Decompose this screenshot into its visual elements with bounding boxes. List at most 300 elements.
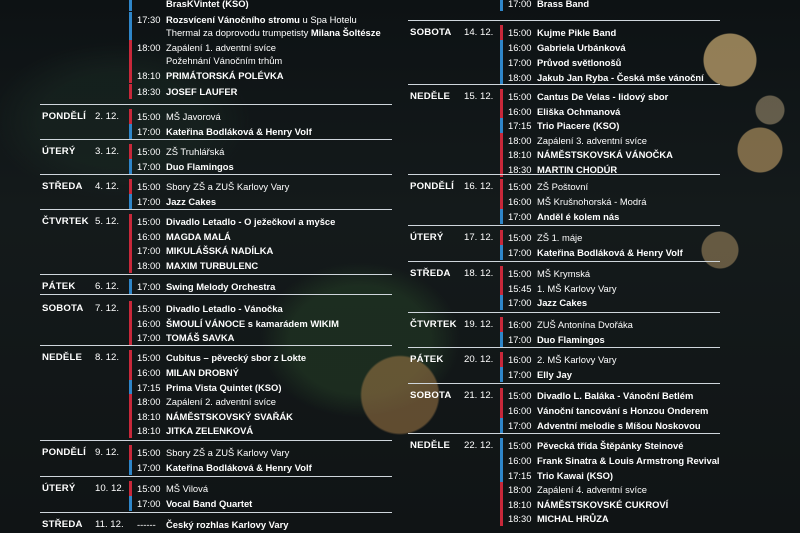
event-title-main: ŠMOULÍ VÁNOCE s kamarádem WIKIM [166, 318, 339, 329]
event-title [537, 420, 701, 431]
category-bar [129, 445, 132, 460]
category-bar [500, 332, 503, 347]
category-bar [500, 70, 503, 85]
event-time: 18:10 [508, 499, 532, 510]
event-time: 16:00 [508, 42, 532, 53]
event-title-main: Elly Jay [537, 369, 572, 380]
event-title [166, 519, 288, 530]
event-title [537, 57, 621, 68]
category-bar [500, 55, 503, 70]
event-time: 16:00 [137, 318, 161, 329]
event-time: 15:00 [137, 483, 161, 494]
day-name: STŘEDA [410, 268, 451, 279]
event-time: 15:00 [137, 181, 161, 192]
event-title [166, 42, 276, 53]
event-title [537, 390, 693, 401]
category-bar [129, 365, 132, 380]
event-time: 16:00 [508, 106, 532, 117]
event-time: 17:00 [137, 126, 161, 137]
event-time: 15:00 [508, 27, 532, 38]
day-block [408, 347, 720, 383]
event-title-main: Kateřina Bodláková & Henry Volf [166, 462, 312, 473]
day-date: 3. 12. [95, 146, 120, 157]
category-bar [500, 418, 503, 433]
day-block [408, 225, 720, 261]
event-title-main: MŠ Krymská [537, 268, 591, 279]
event-title [166, 411, 293, 422]
event-title-main: Sbory ZŠ a ZUŠ Karlovy Vary [166, 181, 290, 192]
category-bar [129, 144, 132, 159]
event-title [537, 369, 572, 380]
event-title [166, 352, 306, 363]
event-list [500, 21, 720, 86]
event-time: 17:15 [508, 120, 532, 131]
day-block [408, 433, 720, 527]
event-title [166, 318, 339, 329]
event-time: 18:10 [508, 149, 532, 160]
day-date: 17. 12. [464, 232, 494, 243]
event-title-main: Kateřina Bodláková & Henry Volf [166, 126, 312, 137]
category-bar [500, 147, 503, 162]
day-date: 6. 12. [95, 281, 120, 292]
category-bar [129, 229, 132, 244]
category-bar [500, 40, 503, 55]
category-bar [129, 243, 132, 258]
event-list [129, 105, 392, 140]
category-bar [500, 295, 503, 310]
day-date: 14. 12. [464, 27, 494, 38]
category-bar [500, 438, 503, 453]
event-list [500, 0, 720, 12]
event-title-main: ZŠ 1. máje [537, 232, 583, 243]
day-date: 20. 12. [464, 354, 494, 365]
event-title-main: Kujme Pikle Band [537, 27, 617, 38]
day-date: 8. 12. [95, 352, 120, 363]
event-time: 17:00 [137, 196, 161, 207]
event-time: 18:30 [508, 164, 532, 175]
event-title-main: Cantus De Velas - lidový sbor [537, 91, 669, 102]
day-block [40, 294, 392, 346]
day-name: ÚTERÝ [410, 232, 444, 243]
event-title-main: Swing Melody Orchestra [166, 281, 276, 292]
category-bar [500, 245, 503, 260]
event-title-main: NÁMĚSTSKOVSKÝ SVAŘÁK [166, 411, 293, 422]
event-title [166, 483, 208, 494]
event-title-main: Kateřina Bodláková & Henry Volf [537, 247, 683, 258]
event-title-main: Zapálení 3. adventní svíce [537, 135, 647, 146]
day-block [40, 345, 392, 439]
event-time: 17:00 [508, 369, 532, 380]
event-time: 15:00 [137, 303, 161, 314]
event-list [129, 477, 392, 512]
category-bar [500, 388, 503, 403]
event-time: 17:00 [508, 247, 532, 258]
event-title-main: 2. MŠ Karlovy Vary [537, 354, 617, 365]
category-bar [129, 279, 132, 294]
event-title [537, 135, 647, 146]
event-title-main: 1. MŠ Karlovy Vary [537, 283, 617, 294]
event-time: 15:00 [137, 146, 161, 157]
day-block [408, 383, 720, 434]
event-list [500, 262, 720, 311]
day-name: PONDĚLÍ [410, 181, 455, 192]
day-date: 18. 12. [464, 268, 494, 279]
event-time: 16:00 [508, 405, 532, 416]
event-title-main: MAXIM TURBULENC [166, 260, 259, 271]
day-name: SOBOTA [42, 303, 84, 314]
category-bar [129, 53, 132, 68]
event-title [537, 232, 582, 243]
event-title [537, 106, 620, 117]
category-bar [500, 266, 503, 281]
event-title-main: Duo Flamingos [537, 334, 605, 345]
event-title-main: Rozsvícení Vánočního stromu [166, 14, 300, 25]
event-title [166, 447, 289, 458]
event-title-main: ZŠ Truhlářská [166, 146, 225, 157]
event-title [537, 0, 589, 9]
event-title [537, 283, 617, 294]
event-title [166, 260, 258, 271]
category-bar [129, 316, 132, 331]
event-title-main: Požehnání Vánočním trhům [166, 55, 283, 66]
event-list [129, 210, 392, 274]
event-title-main: Český rozhlas Karlovy Vary [166, 519, 289, 530]
event-time: 17:30 [137, 14, 161, 25]
category-bar [500, 0, 503, 11]
event-title [537, 440, 683, 451]
category-bar [129, 194, 132, 209]
day-block [40, 0, 392, 100]
event-time: 18:30 [508, 513, 532, 524]
day-name: NEDĚLE [42, 352, 83, 363]
event-time: 15:00 [508, 91, 532, 102]
category-bar [500, 497, 503, 512]
event-title-main: ZŠ Poštovní [537, 181, 589, 192]
category-bar [129, 460, 132, 475]
event-time: 18:10 [137, 425, 161, 436]
day-name: NEDĚLE [410, 91, 451, 102]
day-name: ÚTERÝ [42, 146, 76, 157]
event-title [537, 297, 587, 308]
day-name: PONDĚLÍ [42, 111, 87, 122]
event-title [537, 42, 626, 53]
event-time: 17:15 [508, 470, 532, 481]
event-time: 17:00 [508, 420, 532, 431]
event-time: 15:00 [137, 352, 161, 363]
event-title [166, 216, 335, 227]
event-list [129, 346, 392, 439]
event-title-main: JOSEF LAUFER [166, 86, 238, 97]
event-list [500, 384, 720, 434]
event-time: 16:00 [508, 319, 532, 330]
event-title [537, 211, 619, 222]
category-bar [129, 124, 132, 139]
category-bar [129, 258, 132, 273]
event-title [166, 146, 224, 157]
event-list [129, 513, 392, 533]
event-title-main: JITKA ZELENKOVÁ [166, 425, 254, 436]
category-bar [500, 453, 503, 468]
event-title [537, 181, 588, 192]
event-title [537, 405, 708, 416]
category-bar [129, 0, 132, 11]
event-title [166, 498, 252, 509]
day-block [40, 476, 392, 512]
event-title [537, 120, 619, 131]
category-bar [129, 330, 132, 345]
event-title-main: MILAN DROBNÝ [166, 367, 239, 378]
day-date: 4. 12. [95, 181, 120, 192]
event-title [166, 425, 253, 436]
day-date: 21. 12. [464, 390, 494, 401]
event-title-main: Frank Sinatra & Louis Armstrong Revival [537, 455, 720, 466]
event-title [537, 354, 617, 365]
event-title [537, 513, 609, 524]
day-block [40, 440, 392, 476]
day-date: 10. 12. [95, 483, 125, 494]
event-title [166, 382, 281, 393]
event-time: 15:00 [508, 440, 532, 451]
event-title [166, 0, 249, 9]
event-time: 17:00 [508, 0, 532, 9]
event-title-main: Jakub Jan Ryba - Česká mše vánoční [537, 72, 704, 83]
day-block [408, 20, 720, 86]
event-title-main: Vocal Band Quartet [166, 498, 253, 509]
event-time: 17:00 [508, 334, 532, 345]
event-title-main: Jazz Cakes [537, 297, 588, 308]
day-date: 9. 12. [95, 447, 120, 458]
event-title-main: MARTIN CHODÚR [537, 164, 618, 175]
category-bar [500, 230, 503, 245]
event-title [166, 332, 234, 343]
category-bar [500, 511, 503, 526]
event-title-main: Sbory ZŠ a ZUŠ Karlovy Vary [166, 447, 290, 458]
event-time: 15:00 [508, 390, 532, 401]
event-time: 18:00 [137, 396, 161, 407]
category-bar [129, 481, 132, 496]
event-time: 15:00 [137, 447, 161, 458]
category-bar [500, 367, 503, 382]
event-title [166, 126, 312, 137]
event-title [537, 499, 668, 510]
event-title-main: BrasKVintet (KSO) [166, 0, 249, 9]
category-bar [500, 133, 503, 148]
event-time: 17:00 [508, 57, 532, 68]
category-bar [129, 25, 132, 40]
event-title [166, 86, 237, 97]
event-title [166, 231, 231, 242]
event-title-main: Adventní melodie s Míšou Noskovou [537, 420, 701, 431]
event-time: 16:00 [508, 196, 532, 207]
event-title [537, 268, 590, 279]
day-name: PONDĚLÍ [42, 447, 87, 458]
event-title [166, 14, 357, 25]
event-title-main: Zapálení 1. adventní svíce [166, 42, 276, 53]
day-block [408, 0, 720, 12]
event-title-main: Průvod světlonošů [537, 57, 622, 68]
event-list [500, 226, 720, 261]
category-bar [500, 281, 503, 296]
day-name: SOBOTA [410, 27, 452, 38]
day-date: 19. 12. [464, 319, 494, 330]
event-time: 17:00 [137, 498, 161, 509]
event-title [537, 319, 633, 330]
day-block [40, 174, 392, 210]
event-time: 17:15 [137, 382, 161, 393]
event-title [166, 303, 283, 314]
category-bar [129, 214, 132, 229]
category-bar [129, 109, 132, 124]
day-block [40, 139, 392, 175]
day-block [408, 174, 720, 225]
event-time: 18:00 [137, 42, 161, 53]
event-title-main: TOMÁŠ SAVKA [166, 332, 235, 343]
event-title-main: MIKULÁŠSKÁ NADÍLKA [166, 245, 274, 256]
day-date: 2. 12. [95, 111, 120, 122]
event-title-main: Divadlo L. Baláka - Vánoční Betlém [537, 390, 694, 401]
day-name: NEDĚLE [410, 440, 451, 451]
category-bar [500, 89, 503, 104]
event-title [166, 245, 273, 256]
event-list [129, 275, 392, 295]
event-time: 17:00 [137, 161, 161, 172]
event-title [166, 161, 234, 172]
event-list [129, 295, 392, 346]
category-bar [500, 25, 503, 40]
event-time: 15:00 [508, 268, 532, 279]
day-name: PÁTEK [42, 281, 76, 292]
day-date: 15. 12. [464, 91, 494, 102]
category-bar [129, 68, 132, 83]
category-bar [129, 496, 132, 511]
category-bar [500, 482, 503, 497]
event-time: 15:00 [137, 111, 161, 122]
event-title-main: Pěvecká třída Štěpánky Steinové [537, 440, 684, 451]
event-title-main: Eliška Ochmanová [537, 106, 621, 117]
event-time: 18:00 [508, 484, 532, 495]
event-title-main: MICHAL HRŮZA [537, 513, 609, 524]
event-title [537, 27, 616, 38]
event-time: 15:00 [508, 232, 532, 243]
event-time: 16:00 [508, 354, 532, 365]
day-date: 16. 12. [464, 181, 494, 192]
event-title [166, 281, 275, 292]
event-list [129, 441, 392, 476]
event-title [537, 470, 613, 481]
day-block [40, 104, 392, 140]
event-time: 18:10 [137, 70, 161, 81]
event-time: 18:00 [508, 135, 532, 146]
event-title-main: Zapálení 4. adventní svíce [537, 484, 647, 495]
day-block [40, 274, 392, 295]
event-title-main: MŠ Vilová [166, 483, 209, 494]
category-bar [500, 352, 503, 367]
event-time: 18:10 [137, 411, 161, 422]
day-name: ČTVRTEK [410, 319, 457, 330]
day-name: SOBOTA [410, 390, 452, 401]
event-title [166, 396, 276, 407]
event-title-main: Duo Flamingos [166, 161, 234, 172]
event-title-main: MŠ Krušnohorská - Modrá [537, 196, 647, 207]
day-block [40, 209, 392, 274]
event-title-main: Cubitus – pěvecký sbor z Lokte [166, 352, 307, 363]
event-time: 17:00 [137, 462, 161, 473]
event-title-main: Gabriela Urbánková [537, 42, 626, 53]
event-list [500, 85, 720, 178]
event-title [166, 367, 239, 378]
category-bar [129, 350, 132, 365]
day-block [408, 261, 720, 311]
category-bar [129, 380, 132, 395]
day-name: STŘEDA [42, 519, 83, 530]
event-title [537, 196, 646, 207]
day-block [408, 312, 720, 348]
day-name: ÚTERÝ [42, 483, 76, 494]
category-bar [500, 194, 503, 209]
event-title-main: Trio Piacere (KSO) [537, 120, 620, 131]
event-title-main: Anděl é kolem nás [537, 211, 620, 222]
day-date: 5. 12. [95, 216, 120, 227]
category-bar [129, 159, 132, 174]
event-time: 15:45 [508, 283, 532, 294]
category-bar [500, 209, 503, 224]
event-title-main: MAGDA MALÁ [166, 231, 231, 242]
event-time: ------ [137, 519, 156, 530]
event-time: 15:00 [508, 181, 532, 192]
event-time: 17:00 [137, 281, 161, 292]
event-time: 17:00 [137, 245, 161, 256]
event-list [129, 0, 392, 100]
day-name: PÁTEK [410, 354, 444, 365]
event-list [500, 348, 720, 383]
event-title-main: Jazz Cakes [166, 196, 217, 207]
event-title [166, 27, 381, 38]
day-block [408, 84, 720, 178]
category-bar [129, 423, 132, 438]
category-bar [500, 468, 503, 483]
event-time: 17:00 [508, 211, 532, 222]
event-list [500, 313, 720, 348]
event-title-performer: Milana Šoltésze [310, 27, 381, 38]
category-bar [129, 394, 132, 409]
event-title [537, 455, 720, 466]
event-time: 18:00 [508, 72, 532, 83]
category-bar [129, 301, 132, 316]
event-title [166, 196, 216, 207]
event-time: 16:00 [137, 231, 161, 242]
event-title-main: Trio Kawai (KSO) [537, 470, 614, 481]
event-title [537, 91, 668, 102]
event-title-main: NÁMĚSTSKOVSKÁ VÁNOČKA [537, 149, 673, 160]
event-list [129, 175, 392, 210]
day-date: 7. 12. [95, 303, 120, 314]
event-time: 17:00 [508, 297, 532, 308]
category-bar [500, 104, 503, 119]
event-title-main: Divadlo Letadlo - Vánočka [166, 303, 283, 314]
event-list [500, 434, 720, 527]
event-title [166, 111, 221, 122]
event-title-main: Zapálení 2. adventní svíce [166, 396, 276, 407]
event-list [500, 175, 720, 225]
category-bar [500, 403, 503, 418]
category-bar [500, 118, 503, 133]
event-title-main: ZUŠ Antonína Dvořáka [537, 319, 633, 330]
event-title [166, 181, 289, 192]
category-bar [500, 179, 503, 194]
day-name: STŘEDA [42, 181, 83, 192]
category-bar [129, 179, 132, 194]
event-list [129, 140, 392, 175]
